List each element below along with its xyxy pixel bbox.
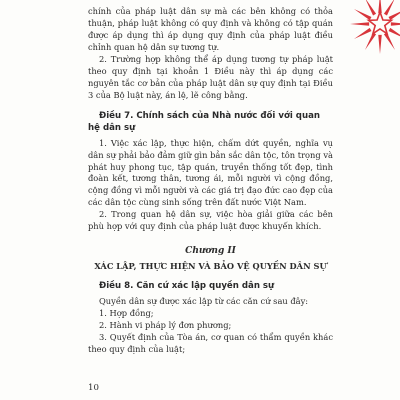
list-item: 2. Hành vi pháp lý đơn phương; [99,320,232,331]
paragraph: 1. Việc xác lập, thực hiện, chấm dứt quyền, nghĩa vụ dân sự phải bảo đảm giữ gìn bản sắc dân tộc, tôn trọng và phát huy phong tục, tập quán, truyền thống tốt đẹp, tình đoàn kết, tương thân, tương ái, mỗi người vì cộng đồng, cộng đồng vì mỗi người và các giá trị đạo đức cao đẹp của các dân tộc cùng sinh sống trên đất nước Việt Nam. [88,137,333,208]
emblem-petal [389,9,400,20]
chapter-label: Chương II [185,246,236,257]
list-item: 3. Quyết định của Tòa án, cơ quan có thẩm quyền khác theo quy định của luật; [88,332,333,355]
emblem-petal [350,22,369,26]
emblem-petal [365,33,376,50]
emblem-petal [389,28,400,39]
paragraph: 2. Trong quan hệ dân sự, việc hòa giải giữa các bên phù hợp với quy định của pháp luật được khuyến khích. [88,209,333,232]
emblem-petal [354,9,371,20]
paragraph: 2. Trường hợp không thể áp dụng tương tự pháp luật theo quy định tại khoản 1 Điều này thì áp dụng các nguyên tắc cơ bản của pháp luật dân sự quy định tại Điều 3 của Bộ luật này, án lệ, lẽ công bằng. [88,53,333,100]
paragraph: chính của pháp luật dân sự mà các bên không có thỏa thuận, pháp luật không có quy định và không có tập quán được áp dụng thì áp dụng quy định của pháp luật điều chỉnh quan hệ dân sự tương tự. [88,6,333,52]
list-item: 1. Hợp đồng; [99,308,154,319]
paragraph: Quyền dân sự được xác lập từ các căn cứ sau đây: [99,296,309,307]
emblem-petal [378,35,382,54]
emblem-star [369,12,392,34]
emblem-petal [384,0,395,15]
page-number: 10 [88,383,99,393]
emblem-petal [354,28,371,39]
emblem-petal [384,33,395,50]
chapter-title: XÁC LẬP, THỰC HIỆN VÀ BẢO VỆ QUYỀN DÂN SỰ [94,261,327,272]
article-title: Điều 8. Căn cứ xác lập quyền dân sự [99,281,275,292]
article-title: Điều 7. Chính sách của Nhà nước đối với quan hệ dân sự [88,110,320,133]
emblem-petal [365,0,376,15]
star-emblem-icon [346,0,400,56]
page-text [88,6,333,356]
emblem-petal [391,22,400,26]
